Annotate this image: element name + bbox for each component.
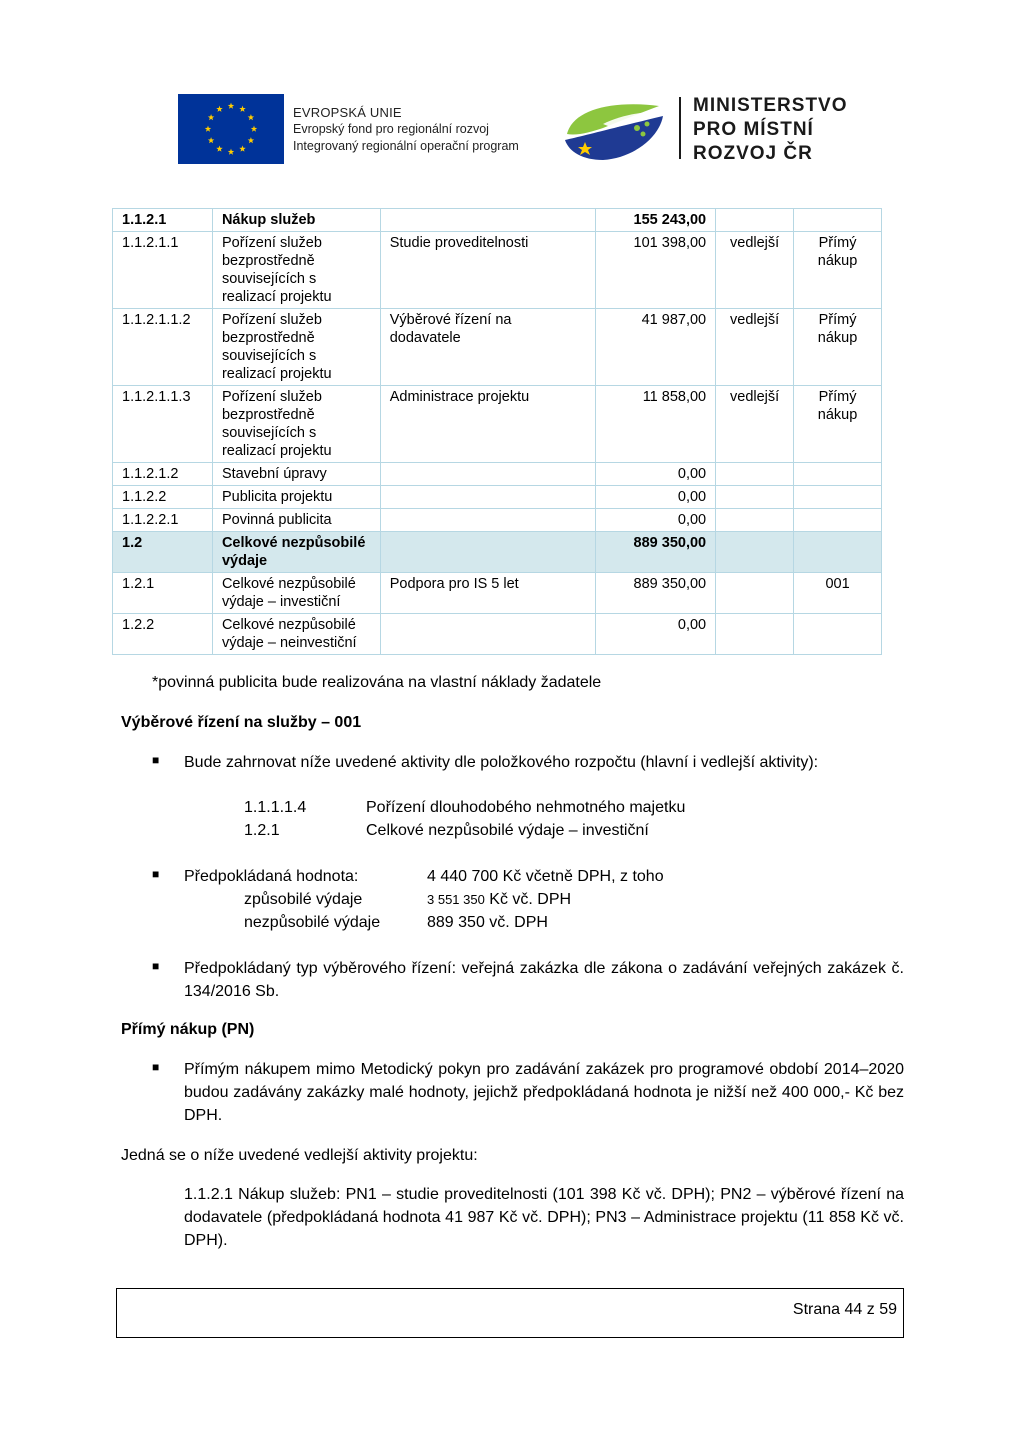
row-amount: 11 858,00 bbox=[596, 386, 716, 463]
activity-name-2: Celkové nezpůsobilé výdaje – investiční bbox=[366, 822, 649, 839]
row-name: Celkové nezpůsobilé výdaje bbox=[212, 532, 380, 573]
row-name: Nákup služeb bbox=[212, 209, 380, 232]
ineligible-label: nezpůsobilé výdaje bbox=[244, 914, 381, 931]
table-row bbox=[113, 309, 882, 386]
eu-star-icon bbox=[251, 126, 257, 132]
row-amount: 0,00 bbox=[596, 486, 716, 509]
eu-star-icon bbox=[248, 137, 254, 143]
row-amount: 101 398,00 bbox=[596, 232, 716, 309]
row-amount: 889 350,00 bbox=[596, 532, 716, 573]
row-activity-type bbox=[716, 486, 794, 509]
bullet-tender-type: Předpokládaný typ výběrového řízení: veřejná zakázka dle zákona o zadávání veřejných zakázek č. 134/2016 Sb. bbox=[184, 960, 904, 1000]
row-description bbox=[380, 486, 596, 509]
row-activity-type bbox=[716, 532, 794, 573]
activity-code-1: 1.1.1.1.4 bbox=[244, 799, 307, 816]
row-description bbox=[380, 532, 596, 573]
eu-flag-icon bbox=[178, 94, 284, 164]
row-code: 1.1.2.1 bbox=[113, 209, 213, 232]
row-procurement bbox=[794, 614, 882, 655]
row-name: Pořízení služeb bezprostředně souvisejících s realizací projektu bbox=[212, 232, 380, 309]
activity-name-1: Pořízení dlouhodobého nehmotného majetku bbox=[366, 799, 686, 816]
row-code: 1.1.2.2.1 bbox=[113, 509, 213, 532]
row-activity-type bbox=[716, 509, 794, 532]
eu-star-icon bbox=[205, 126, 211, 132]
row-code: 1.1.2.1.1.3 bbox=[113, 386, 213, 463]
row-description bbox=[380, 463, 596, 486]
table-row bbox=[113, 509, 882, 532]
row-activity-type: vedlejší bbox=[716, 386, 794, 463]
row-procurement: 001 bbox=[794, 573, 882, 614]
row-amount: 0,00 bbox=[596, 463, 716, 486]
bullet-icon: ■ bbox=[152, 753, 160, 767]
row-description: Administrace projektu bbox=[380, 386, 596, 463]
row-procurement bbox=[794, 209, 882, 232]
table-row bbox=[113, 463, 882, 486]
row-name: Pořízení služeb bezprostředně souvisejících s realizací projektu bbox=[212, 309, 380, 386]
eligible-value-amount: 3 551 350 bbox=[427, 892, 485, 907]
secondary-detail: 1.1.2.1 Nákup služeb: PN1 – studie proveditelnosti (101 398 Kč vč. DPH); PN2 – výběrové řízení na dodavatele (předpokládaná hodnota 41 987 Kč vč. DPH); PN3 – Administrace projektu (11 858 Kč vč. DPH). bbox=[184, 1186, 904, 1249]
row-name: Celkové nezpůsobilé výdaje – neinvestiční bbox=[212, 614, 380, 655]
row-procurement bbox=[794, 532, 882, 573]
eu-star-icon bbox=[248, 114, 254, 120]
publicity-note: *povinná publicita bude realizována na vlastní náklady žadatele bbox=[152, 674, 602, 691]
row-code: 1.2 bbox=[113, 532, 213, 573]
eu-program: Integrovaný regionální operační program bbox=[293, 139, 519, 153]
eu-title: EVROPSKÁ UNIE bbox=[293, 105, 402, 120]
row-description bbox=[380, 509, 596, 532]
budget-table bbox=[112, 208, 882, 655]
row-name: Pořízení služeb bezprostředně souvisejících s realizací projektu bbox=[212, 386, 380, 463]
row-name: Stavební úpravy bbox=[212, 463, 380, 486]
table-row bbox=[113, 532, 882, 573]
row-code: 1.1.2.1.2 bbox=[113, 463, 213, 486]
eu-fund: Evropský fond pro regionální rozvoj bbox=[293, 122, 489, 136]
row-name: Publicita projektu bbox=[212, 486, 380, 509]
row-description bbox=[380, 614, 596, 655]
eu-star-icon bbox=[208, 137, 214, 143]
eu-star-icon bbox=[239, 146, 245, 152]
row-activity-type bbox=[716, 573, 794, 614]
ministry-line-3: ROZVOJ ČR bbox=[693, 143, 813, 164]
table-row bbox=[113, 386, 882, 463]
row-amount: 41 987,00 bbox=[596, 309, 716, 386]
bullet-icon: ■ bbox=[152, 867, 160, 881]
row-name: Povinná publicita bbox=[212, 509, 380, 532]
secondary-intro: Jedná se o níže uvedené vedlejší aktivity projektu: bbox=[121, 1147, 478, 1164]
bullet-icon: ■ bbox=[152, 959, 160, 973]
ministry-line-2: PRO MÍSTNÍ bbox=[693, 119, 814, 140]
row-description: Podpora pro IS 5 let bbox=[380, 573, 596, 614]
row-procurement bbox=[794, 463, 882, 486]
row-activity-type bbox=[716, 463, 794, 486]
row-code: 1.1.2.1.1.2 bbox=[113, 309, 213, 386]
row-amount: 155 243,00 bbox=[596, 209, 716, 232]
eligible-label: způsobilé výdaje bbox=[244, 891, 363, 908]
row-code: 1.1.2.2 bbox=[113, 486, 213, 509]
eu-star-icon bbox=[228, 149, 234, 155]
row-code: 1.1.2.1.1 bbox=[113, 232, 213, 309]
value-label: Předpokládaná hodnota: bbox=[184, 868, 359, 885]
ministry-line-1: MINISTERSTVO bbox=[693, 95, 848, 116]
bullet-icon: ■ bbox=[152, 1060, 160, 1074]
eu-star-icon bbox=[228, 103, 234, 109]
activity-code-2: 1.2.1 bbox=[244, 822, 280, 839]
section-heading-direct: Přímý nákup (PN) bbox=[121, 1021, 255, 1038]
eu-star-icon bbox=[239, 106, 245, 112]
row-code: 1.2.2 bbox=[113, 614, 213, 655]
footer bbox=[116, 1288, 904, 1338]
table-row bbox=[113, 209, 882, 232]
value-total: 4 440 700 Kč včetně DPH, z toho bbox=[427, 868, 664, 885]
eligible-value-unit: Kč vč. DPH bbox=[484, 891, 572, 908]
row-amount: 0,00 bbox=[596, 509, 716, 532]
row-description bbox=[380, 209, 596, 232]
table-row bbox=[113, 614, 882, 655]
ineligible-value: 889 350 vč. DPH bbox=[427, 914, 548, 931]
eu-star-icon bbox=[216, 106, 222, 112]
row-activity-type: vedlejší bbox=[716, 309, 794, 386]
row-procurement bbox=[794, 509, 882, 532]
eu-star-icon bbox=[216, 146, 222, 152]
bullet-activities: Bude zahrnovat níže uvedené aktivity dle položkového rozpočtu (hlavní i vedlejší aktivity): bbox=[184, 754, 819, 771]
ministry-name bbox=[693, 94, 848, 166]
row-amount: 889 350,00 bbox=[596, 573, 716, 614]
eligible-value bbox=[427, 888, 571, 911]
eu-star-icon bbox=[208, 114, 214, 120]
row-procurement bbox=[794, 486, 882, 509]
row-activity-type bbox=[716, 614, 794, 655]
row-amount: 0,00 bbox=[596, 614, 716, 655]
row-procurement: Přímý nákup bbox=[794, 386, 882, 463]
row-activity-type: vedlejší bbox=[716, 232, 794, 309]
ministry-divider bbox=[679, 97, 681, 159]
eu-text-block bbox=[293, 104, 519, 155]
section-heading-tender: Výběrové řízení na služby – 001 bbox=[121, 714, 362, 731]
row-description: Výběrové řízení na dodavatele bbox=[380, 309, 596, 386]
bullet-direct-purchase: Přímým nákupem mimo Metodický pokyn pro zadávání zakázek pro programové období 2014–2020 budou zadávány zakázky malé hodnoty, jejichž předpokládaná hodnota je nižší než 400 000,- Kč bez DPH. bbox=[184, 1061, 904, 1124]
table-row bbox=[113, 486, 882, 509]
page-number: Strana 44 z 59 bbox=[792, 1301, 897, 1318]
table-row bbox=[113, 232, 882, 309]
ministry-logo-icon bbox=[563, 98, 667, 162]
table-row bbox=[113, 573, 882, 614]
row-procurement: Přímý nákup bbox=[794, 232, 882, 309]
row-activity-type bbox=[716, 209, 794, 232]
row-description: Studie proveditelnosti bbox=[380, 232, 596, 309]
row-code: 1.2.1 bbox=[113, 573, 213, 614]
row-procurement: Přímý nákup bbox=[794, 309, 882, 386]
row-name: Celkové nezpůsobilé výdaje – investiční bbox=[212, 573, 380, 614]
